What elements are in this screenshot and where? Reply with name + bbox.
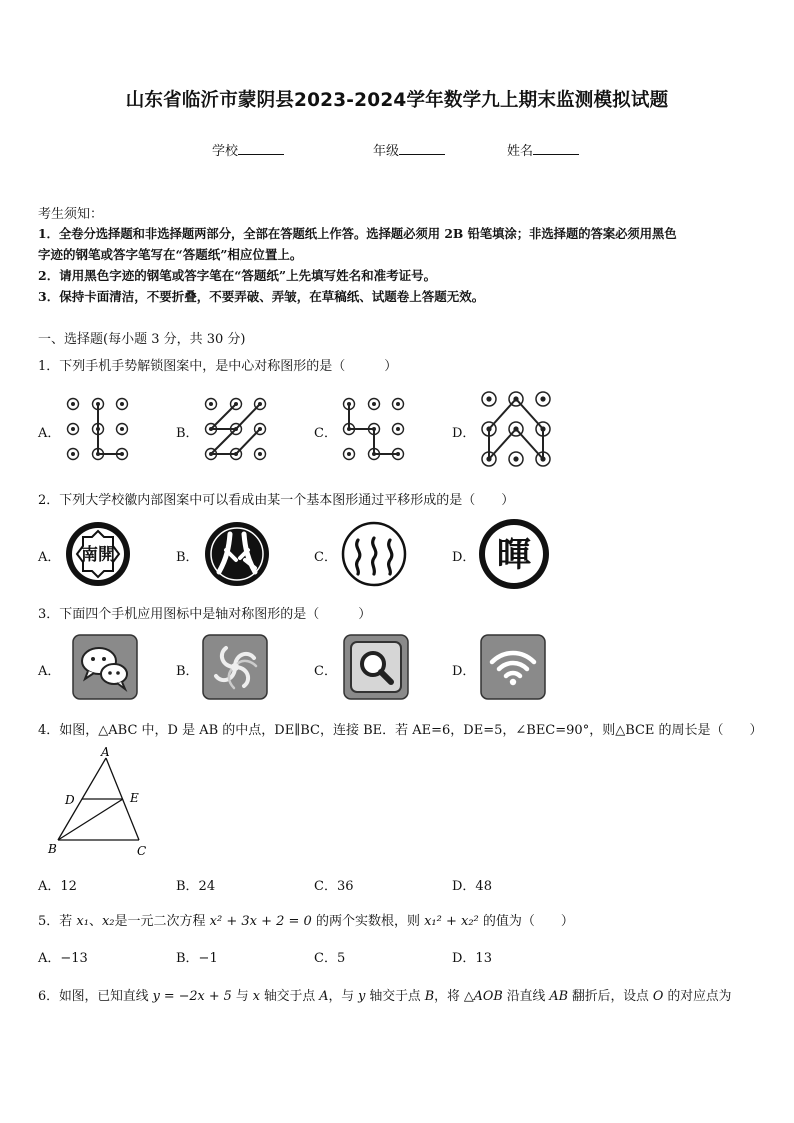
q2-option-c-label[interactable]: C． xyxy=(314,550,337,565)
q6-stem-h: 翻折后，设点 xyxy=(567,989,653,1004)
notice-line-1a: 1．全卷分选择题和非选择题两部分，全部在答题纸上作答。选择题必须用 2B 铅笔填涂；非选择题的答案必须用黑色 xyxy=(38,226,677,241)
q5-option-b[interactable]: B．−1 xyxy=(176,951,218,966)
q6-stem-g: 沿直线 xyxy=(502,989,550,1004)
q3-wechat-icon[interactable] xyxy=(72,634,138,700)
q3-option-c-label[interactable]: C． xyxy=(314,664,337,679)
school-blank[interactable] xyxy=(238,141,284,155)
q6-stem-i: 的对应点为 xyxy=(663,989,732,1004)
vertex-e-label: E xyxy=(130,791,139,805)
q3-search-icon[interactable] xyxy=(343,634,409,700)
q3-swirl-icon[interactable] xyxy=(202,634,268,700)
vertex-a-label: A xyxy=(101,745,110,759)
q5-option-c[interactable]: C．5 xyxy=(314,951,346,966)
q1-option-c-label[interactable]: C． xyxy=(314,426,337,441)
q6-stem-b: 与 xyxy=(231,989,253,1004)
q4-option-c[interactable]: C．36 xyxy=(314,879,354,894)
q1-option-d-label[interactable]: D． xyxy=(452,426,476,441)
vertex-b-label: B xyxy=(48,842,57,856)
name-label: 姓名 xyxy=(507,144,534,159)
section-heading: 一、选择题(每小题 3 分，共 30 分) xyxy=(38,332,246,347)
q2-emblem-a[interactable] xyxy=(64,520,132,588)
q6-triangle: △AOB xyxy=(463,989,503,1004)
question-1-stem: 1．下列手机手势解锁图案中，是中心对称图形的是（ ） xyxy=(38,359,398,374)
school-label: 学校 xyxy=(212,144,239,159)
q5-option-d[interactable]: D．13 xyxy=(452,951,492,966)
question-4-stem: 4．如图，△ABC 中，D 是 AB 的中点，DE∥BC，连接 BE．若 AE=6，DE=5，∠BEC=90°，则△BCE 的周长是（ ） xyxy=(38,723,763,738)
q5-x2: x₂ xyxy=(101,914,115,929)
question-3-stem: 3．下面四个手机应用图标中是轴对称图形的是（ ） xyxy=(38,607,372,622)
q5-equation: x² + 3x + 2 = 0 xyxy=(209,914,312,929)
q5-sep: 、 xyxy=(88,914,102,929)
q3-option-d-label[interactable]: D． xyxy=(452,664,476,679)
q5-stem-d: 的值为（ ） xyxy=(478,914,574,929)
name-field[interactable] xyxy=(507,140,579,159)
q6-line: y = −2x + 5 xyxy=(152,989,232,1004)
q4-option-a[interactable]: A．12 xyxy=(38,879,77,894)
q3-wifi-icon[interactable] xyxy=(480,634,546,700)
emblem-d-text: 暉 xyxy=(497,535,531,575)
q5-stem-a: 5．若 xyxy=(38,914,77,929)
vertex-d-label: D xyxy=(65,793,75,807)
q6-stem-e: 轴交于点 xyxy=(365,989,425,1004)
q3-option-b-label[interactable]: B． xyxy=(176,664,199,679)
question-5-stem xyxy=(38,910,574,929)
q6-yaxis: y xyxy=(358,989,366,1004)
q4-triangle-figure xyxy=(44,744,156,858)
emblem-a-text: 南開 xyxy=(81,545,115,565)
q6-point-a: A xyxy=(319,989,329,1004)
q6-stem-c: 轴交于点 xyxy=(259,989,320,1004)
q6-stem-f: ，将 xyxy=(434,989,464,1004)
vertex-c-label: C xyxy=(137,844,147,858)
q4-option-d[interactable]: D．48 xyxy=(452,879,492,894)
q5-x1: x₁ xyxy=(76,914,89,929)
notice-line-3: 3．保持卡面清洁，不要折叠，不要弄破、弄皱，在草稿纸、试题卷上答题无效。 xyxy=(38,289,485,304)
grade-blank[interactable] xyxy=(399,141,445,155)
q5-expression: x₁² + x₂² xyxy=(424,914,479,929)
notice-heading: 考生须知： xyxy=(38,207,104,222)
q5-option-a[interactable]: A．−13 xyxy=(38,951,88,966)
q1-option-a-label[interactable]: A． xyxy=(38,426,61,441)
school-field[interactable] xyxy=(212,140,284,159)
q1-pattern-c[interactable] xyxy=(336,392,410,466)
q4-option-b[interactable]: B．24 xyxy=(176,879,216,894)
grade-field[interactable] xyxy=(373,140,445,159)
q6-stem-a: 6．如图，已知直线 xyxy=(38,989,153,1004)
q3-option-a-label[interactable]: A． xyxy=(38,664,61,679)
question-2-stem: 2．下列大学校徽内部图案中可以看成由某一个基本图形通过平移形成的是（ ） xyxy=(38,493,515,508)
q2-option-b-label[interactable]: B． xyxy=(176,550,199,565)
q2-emblem-d[interactable] xyxy=(478,518,550,590)
q2-emblem-b[interactable] xyxy=(203,520,271,588)
q1-pattern-b[interactable] xyxy=(198,392,272,466)
q6-xaxis: x xyxy=(252,989,260,1004)
q1-pattern-d[interactable] xyxy=(474,386,558,470)
q6-point-o: O xyxy=(652,989,664,1004)
q6-stem-d: ，与 xyxy=(328,989,359,1004)
notice-line-1b: 字迹的钢笔或答字笔写在“答题纸”相应位置上。 xyxy=(38,247,303,262)
q2-emblem-c[interactable] xyxy=(340,520,408,588)
page-title: 山东省临沂市蒙阴县2023-2024学年数学九上期末监测模拟试题 xyxy=(125,90,669,111)
name-blank[interactable] xyxy=(533,141,579,155)
notice-line-2: 2．请用黑色字迹的钢笔或答字笔在“答题纸”上先填写姓名和准考证号。 xyxy=(38,268,437,283)
q1-option-b-label[interactable]: B． xyxy=(176,426,199,441)
q5-stem-b: 是一元二次方程 xyxy=(114,914,210,929)
question-6-stem xyxy=(38,985,731,1004)
q1-pattern-a[interactable] xyxy=(60,392,134,466)
q6-line-ab: AB xyxy=(549,989,568,1004)
q5-stem-c: 的两个实数根，则 xyxy=(311,914,425,929)
grade-label: 年级 xyxy=(373,144,400,159)
q2-option-d-label[interactable]: D． xyxy=(452,550,476,565)
q2-option-a-label[interactable]: A． xyxy=(38,550,61,565)
q6-point-b: B xyxy=(424,989,435,1004)
